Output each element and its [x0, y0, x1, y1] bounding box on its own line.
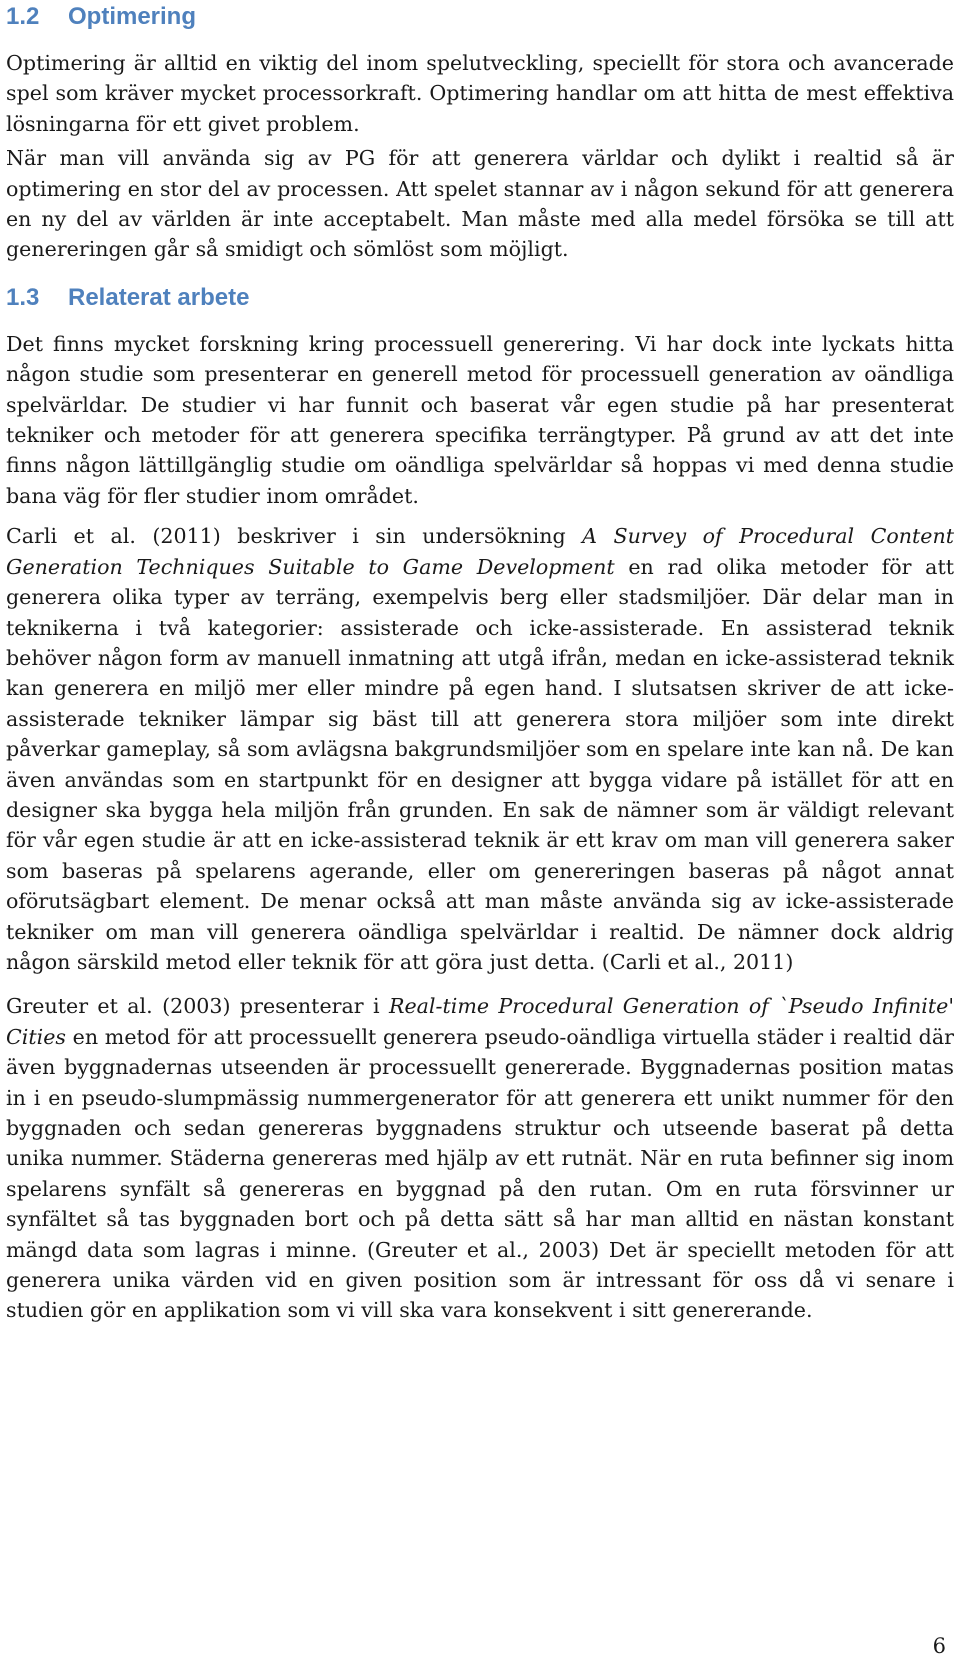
section-number: 1.2 — [6, 3, 40, 30]
carli-paper-title: A Survey of Procedural Content Generation Techniques Suitable to Game Development — [6, 524, 954, 579]
section-number: 1.3 — [6, 283, 40, 311]
greuter-paper-title: Real-time Procedural Generation of `Pseudo Infinite' Cities — [6, 994, 954, 1049]
carli-text-before: Carli et al. (2011) beskriver i sin undersökning — [6, 524, 583, 549]
section-heading-optimering — [6, 0, 954, 34]
paragraph-carli-survey — [6, 521, 954, 977]
document-page — [6, 0, 954, 1326]
page-number: 6 — [932, 1634, 946, 1658]
section-title: Optimering — [68, 3, 197, 30]
paragraph-optimering-realtime: När man vill använda sig av PG för att generera världar och dylikt i realtid så är optimering en stor del av processen. Att spelet stannar av i någon sekund för att generera en ny del av världen är inte acceptabelt. Man måste med alla medel försöka se till att genereringen går så smidigt och sömlöst som möjligt. — [6, 146, 954, 262]
greuter-text-after: en metod för att processuellt generera pseudo-oändliga virtuella städer i realtid där även byggnadernas utseenden är processuellt genererade. Byggnadernas position matas in i en pseudo-slumpmässig nummergenerator för att generera ett unikt nummer för den byggnaden och sedan genereras byggnadens struktur och utseende baserat på detta unika nummer. Städerna genereras med hjälp av ett rutnät. När en ruta befinner sig inom spelarens synfält så genereras en byggnad på den rutan. Om en ruta försvinner ur synfältet så tas byggnaden bort och på detta sätt så har man alltid en nästan konstant mängd data som lagras i minne. (Greuter et al., 2003) Det är speciellt metoden för att generera unika värden vid en given position som är intressant för oss då vi senare i studien gör en applikation som vi vill ska vara konsekvent i sitt genererande. — [6, 1024, 954, 1323]
carli-text-after: en rad olika metoder för att generera olika typer av terräng, exempelvis berg eller stadsmiljöer. Där delar man in teknikerna i två kategorier: assisterade och icke-assisterade. En assisterad teknik behöver någon form av manuell inmatning att utgå ifrån, medan en icke-assisterad teknik kan generera en miljö mer eller mindre på egen hand. I slutsatsen skriver de att icke-assisterade tekniker lämpar sig bäst till att generera stora miljöer som inte direkt påverkar gameplay, så som avlägsna bakgrundsmiljöer som en spelare inte kan nå. De kan även användas som en startpunkt för en designer att bygga vidare på istället för att en designer ska bygga hela miljön från grunden. En sak de nämner som är väldigt relevant för vår egen studie är att en icke-assisterad teknik är ett krav om man vill generera saker som baseras på spelarens agerande, eller om genereringen baseras på något annat oförutsägbart element. De menar också att man måste använda sig av icke-assisterade tekniker om man vill generera oändliga spelvärldar i realtid. De nämner dock aldrig någon särskild metod eller teknik för att göra just detta. (Carli et al., 2011) — [6, 554, 954, 974]
greuter-text-before: Greuter et al. (2003) presenterar i — [6, 994, 389, 1019]
paragraph-greuter-cities — [6, 991, 954, 1325]
section-title: Relaterat arbete — [68, 283, 250, 311]
paragraph-optimering-intro: Optimering är alltid en viktig del inom spelutveckling, speciellt för stora och avancerade spel som kräver mycket processorkraft. Optimering handlar om att hitta de mest effektiva lösningarna för ett givet problem. — [6, 51, 954, 136]
paragraph-related-work-intro: Det finns mycket forskning kring processuell generering. Vi har dock inte lyckats hitta någon studie som presenterar en generell metod för processuell generation av oändliga spelvärldar. De studier vi har funnit och baserat vår egen studie på har presenterat tekniker och metoder för att generera specifika terrängtyper. På grund av att det inte finns någon lättillgänglig studie om oändliga spelvärldar så hoppas vi med denna studie bana väg för fler studier inom området. — [6, 331, 954, 508]
section-heading-relaterat-arbete — [6, 281, 954, 315]
